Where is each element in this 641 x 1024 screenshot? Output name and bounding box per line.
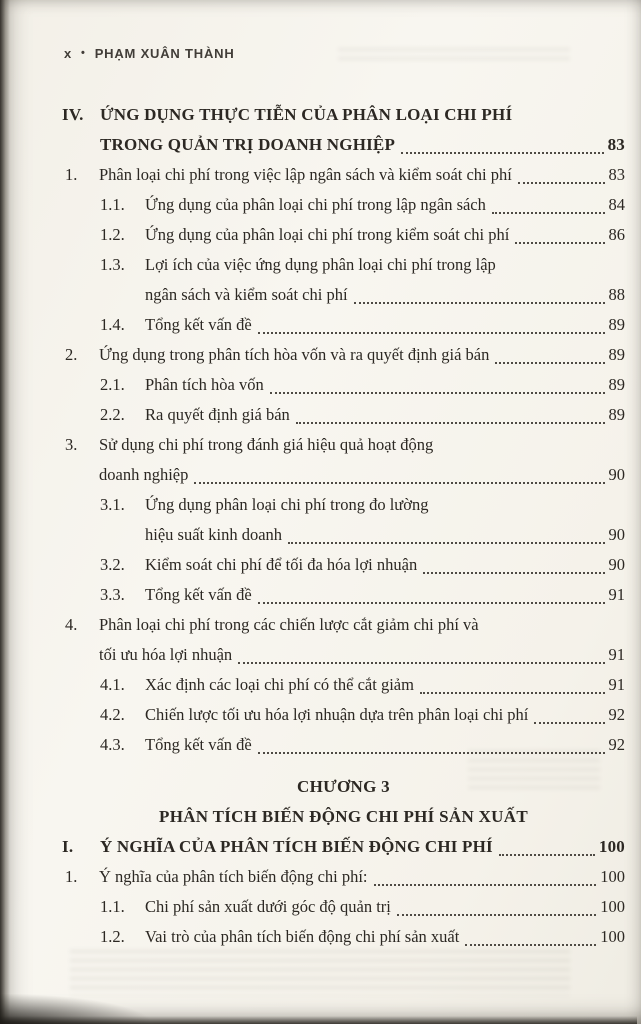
toc-entry-page: 91: [608, 675, 625, 694]
toc-entry-page: 89: [608, 375, 625, 394]
toc-entry-page: 91: [608, 585, 625, 604]
toc-entry-text: Phân loại chi phí trong việc lập ngân sách và kiểm soát chi phí: [99, 165, 512, 184]
toc-entry-page: 90: [608, 465, 625, 484]
dotted-leader: [374, 884, 597, 886]
toc-entry-text: Lợi ích của việc ứng dụng phân loại chi phí trong lập: [145, 255, 496, 274]
toc-entry-line: [62, 190, 625, 220]
toc-entry-number: 2.1.: [100, 375, 125, 394]
toc-entry-number: 2.2.: [100, 405, 125, 424]
toc-entry-number: 2.: [65, 345, 78, 364]
toc-entry-page: 90: [608, 555, 625, 574]
toc-entry-number: 3.2.: [100, 555, 125, 574]
toc-entry-text: Vai trò của phân tích biến động chi phí sản xuất: [145, 927, 460, 946]
book-binding-edge: [0, 0, 10, 1024]
toc-entry-page: 83: [608, 165, 625, 184]
chapter-number: CHƯƠNG 3: [297, 777, 390, 796]
toc-entry-number: 3.1.: [100, 495, 125, 514]
toc-entry-text: Ứng dụng của phân loại chi phí trong kiểm soát chi phí: [145, 225, 510, 244]
toc-entry-page: 90: [608, 525, 625, 544]
toc-entry-line: [62, 700, 625, 730]
dotted-leader: [465, 944, 596, 946]
toc-entry-line: [62, 460, 625, 490]
dotted-leader: [495, 362, 604, 364]
toc-entry-line: [62, 520, 625, 550]
toc-entry-page: 100: [600, 897, 625, 916]
toc-entry-page: 100: [598, 837, 625, 856]
toc-entry-text: Sử dụng chi phí trong đánh giá hiệu quả hoạt động: [99, 435, 434, 454]
toc-entry-line: [62, 640, 625, 670]
dotted-leader: [518, 182, 605, 184]
toc-entry-page: 100: [600, 867, 625, 886]
toc-entry-page: 86: [608, 225, 625, 244]
toc-entry-text: ngân sách và kiểm soát chi phí: [145, 285, 348, 304]
chapter-heading: [62, 772, 625, 832]
toc-entry-number: 3.3.: [100, 585, 125, 604]
toc-entry-line: [62, 670, 625, 700]
toc-entry-text: Xác định các loại chi phí có thể cắt giảm: [145, 675, 414, 694]
toc-entry-text: Ra quyết định giá bán: [145, 405, 290, 424]
dotted-leader: [258, 602, 605, 604]
toc-entry-page: 88: [608, 285, 625, 304]
toc-entry-text: Chiến lược tối ưu hóa lợi nhuận dựa trên phân loại chi phí: [145, 705, 529, 724]
toc-entry-number: 4.1.: [100, 675, 125, 694]
chapter-title: PHÂN TÍCH BIẾN ĐỘNG CHI PHÍ SẢN XUẤT: [159, 807, 528, 826]
dotted-leader: [515, 242, 604, 244]
toc-entry-line: [62, 250, 625, 280]
toc-entry-text: Tổng kết vấn đề: [145, 585, 252, 604]
toc-entry-line: [62, 922, 625, 952]
toc-entry-line: [62, 280, 625, 310]
toc-entry-text: Tổng kết vấn đề: [145, 735, 252, 754]
page-corner-shadow: [0, 994, 150, 1024]
toc-entry-text: Phân tích hòa vốn: [145, 375, 264, 394]
dotted-leader: [258, 332, 605, 334]
author-name: PHẠM XUÂN THÀNH: [94, 46, 235, 61]
dotted-leader: [420, 692, 605, 694]
toc-entry-number: 4.2.: [100, 705, 125, 724]
toc-entry-page: 84: [608, 195, 625, 214]
toc-entry-line: [62, 100, 625, 130]
dotted-leader: [238, 662, 604, 664]
toc-entry-text: Tổng kết vấn đề: [145, 315, 252, 334]
bleedthrough-smudge: [70, 950, 570, 996]
toc-entry-text: Ứng dụng phân loại chi phí trong đo lường: [145, 495, 429, 514]
toc-entry-line: [62, 310, 625, 340]
toc-entry-page: 83: [607, 135, 625, 154]
toc-entry-text: ỨNG DỤNG THỰC TIỄN CỦA PHÂN LOẠI CHI PHÍ: [100, 105, 513, 124]
toc-entry-page: 100: [600, 927, 625, 946]
toc-entry-number: 1.3.: [100, 255, 125, 274]
separator-bullet: •: [81, 46, 86, 59]
dotted-leader: [354, 302, 605, 304]
toc-entry-number: 1.1.: [100, 195, 125, 214]
dotted-leader: [423, 572, 604, 574]
dotted-leader: [288, 542, 604, 544]
toc-entry-number: 1.2.: [100, 927, 125, 946]
toc-entry-line: [62, 580, 625, 610]
toc-entry-number: 3.: [65, 435, 78, 454]
page-number-marker: x: [64, 46, 73, 61]
toc-entry-line: [62, 160, 625, 190]
toc-entry-line: [62, 832, 625, 862]
toc-entry-number: 1.1.: [100, 897, 125, 916]
toc-entry-number: 4.: [65, 615, 78, 634]
dotted-leader: [296, 422, 605, 424]
toc-entry-line: [62, 862, 625, 892]
toc-entry-number: 1.2.: [100, 225, 125, 244]
toc-entry-number: 4.3.: [100, 735, 125, 754]
toc-section-chapter2-applications: [62, 100, 625, 760]
toc-entry-number: IV.: [62, 105, 84, 124]
toc-entry-text: Ứng dụng của phân loại chi phí trong lập ngân sách: [145, 195, 486, 214]
toc-entry-line: [62, 400, 625, 430]
toc-entry-line: [62, 220, 625, 250]
dotted-leader: [397, 914, 596, 916]
dotted-leader: [258, 752, 605, 754]
dotted-leader: [499, 854, 595, 856]
dotted-leader: [194, 482, 604, 484]
toc-entry-text: Phân loại chi phí trong các chiến lược cắt giảm chi phí và: [99, 615, 479, 634]
toc-entry-line: [62, 730, 625, 760]
toc-entry-page: 92: [608, 735, 625, 754]
toc-entry-page: 89: [608, 405, 625, 424]
toc-entry-number: 1.4.: [100, 315, 125, 334]
toc-section-chapter3: [62, 832, 625, 952]
toc-entry-line: [62, 610, 625, 640]
dotted-leader: [492, 212, 605, 214]
toc-entry-page: 91: [608, 645, 625, 664]
dotted-leader: [534, 722, 604, 724]
toc-entry-line: [62, 340, 625, 370]
toc-entry-text: hiệu suất kinh doanh: [145, 525, 283, 544]
bleedthrough-smudge: [338, 48, 570, 60]
toc-entry-text: tối ưu hóa lợi nhuận: [99, 645, 233, 664]
toc-entry-number: 1.: [65, 165, 78, 184]
toc-entry-line: [62, 490, 625, 520]
toc-entry-text: Ứng dụng trong phân tích hòa vốn và ra quyết định giá bán: [99, 345, 490, 364]
toc-entry-text: Kiểm soát chi phí để tối đa hóa lợi nhuận: [145, 555, 418, 574]
toc-entry-line: [62, 430, 625, 460]
toc-entry-number: I.: [62, 837, 74, 856]
toc-entry-text: Chi phí sản xuất dưới góc độ quản trị: [145, 897, 391, 916]
toc-entry-text: doanh nghiệp: [99, 465, 189, 484]
toc-entry-number: 1.: [65, 867, 78, 886]
toc-entry-page: 89: [608, 345, 625, 364]
running-header: [64, 46, 235, 61]
dotted-leader: [270, 392, 605, 394]
toc-entry-page: 89: [608, 315, 625, 334]
toc-entry-line: [62, 370, 625, 400]
toc-entry-line: [62, 550, 625, 580]
toc-entry-text: TRONG QUẢN TRỊ DOANH NGHIỆP: [100, 135, 396, 154]
toc-entry-text: Ý nghĩa của phân tích biến động chi phí:: [99, 867, 368, 886]
toc-entry-page: 92: [608, 705, 625, 724]
toc-entry-line: [62, 892, 625, 922]
table-of-contents: [62, 100, 625, 952]
toc-entry-text: Ý NGHĨA CỦA PHÂN TÍCH BIẾN ĐỘNG CHI PHÍ: [100, 837, 493, 856]
dotted-leader: [401, 152, 604, 154]
toc-entry-line: [62, 130, 625, 160]
